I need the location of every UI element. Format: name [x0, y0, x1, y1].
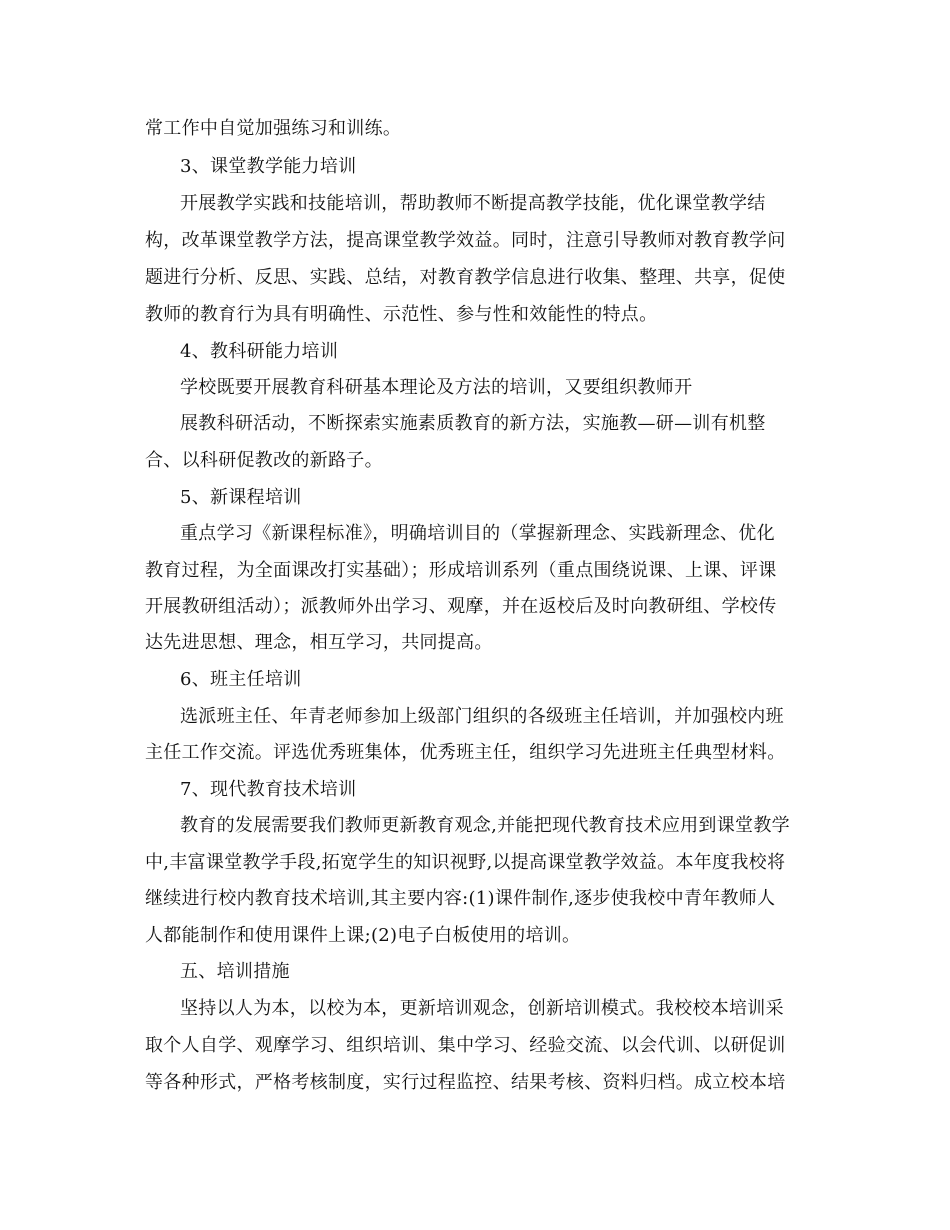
- paragraph-line: 常工作中自觉加强练习和训练。: [145, 118, 402, 139]
- paragraph-line: 重点学习《新课程标准》，明确培训目的（掌握新理念、实践新理念、优化: [180, 523, 775, 544]
- paragraph-line: 构，改革课堂教学方法，提高课堂教学效益。同时，注意引导教师对教育教学问: [145, 230, 786, 251]
- section-heading: 4、教科研能力培训: [180, 341, 339, 362]
- paragraph-line: 教育过程，为全面课改打实基础）；形成培训系列（重点围绕说课、上课、评课: [145, 560, 777, 581]
- paragraph-line: 继续进行校内教育技术培训,其主要内容:(1)课件制作,逐步使我校中青年教师人: [145, 888, 776, 909]
- paragraph-line: 人都能制作和使用课件上课;(2)电子白板使用的培训。: [145, 925, 581, 946]
- paragraph-line: 主任工作交流。评选优秀班集体，优秀班主任，组织学习先进班主任典型材料。: [145, 742, 786, 763]
- paragraph-line: 选派班主任、年青老师参加上级部门组织的各级班主任培训，并加强校内班: [180, 706, 784, 727]
- paragraph-line: 坚持以人为本，以校为本，更新培训观念，创新培训模式。我校校本培训采: [180, 998, 784, 1019]
- paragraph-line: 题进行分析、反思、实践、总结，对教育教学信息进行收集、整理、共享，促使: [145, 267, 786, 288]
- paragraph-line: 开展教研组活动）；派教师外出学习、观摩，并在返校后及时向教研组、学校传: [145, 596, 777, 617]
- paragraph-line: 教师的教育行为具有明确性、示范性、参与性和效能性的特点。: [145, 304, 658, 325]
- section-heading: 5、新课程培训: [180, 487, 302, 508]
- section-heading: 6、班主任培训: [180, 669, 302, 690]
- paragraph-line: 开展教学实践和技能培训，帮助教师不断提高教学技能，优化课堂教学结: [180, 193, 766, 214]
- paragraph-line: 中,丰富课堂教学手段,拓宽学生的知识视野,以提高课堂教学效益。本年度我校将: [145, 852, 786, 873]
- paragraph-line: 展教科研活动，不断探索实施素质教育的新方法，实施教—研—训有机整: [180, 413, 766, 434]
- paragraph-line: 达先进思想、理念，相互学习，共同提高。: [145, 632, 493, 653]
- section-heading: 五、培训措施: [180, 961, 290, 982]
- section-heading: 3、课堂教学能力培训: [180, 156, 357, 177]
- paragraph-line: 教育的发展需要我们教师更新教育观念,并能把现代教育技术应用到课堂教学: [180, 815, 790, 836]
- paragraph-line: 取个人自学、观摩学习、组织培训、集中学习、经验交流、以会代训、以研促训: [145, 1035, 786, 1056]
- paragraph-line: 合、以科研促教改的新路子。: [145, 450, 383, 471]
- paragraph-line: 学校既要开展教育科研基本理论及方法的培训，又要组织教师开: [180, 377, 693, 398]
- section-heading: 7、现代教育技术培训: [180, 779, 357, 800]
- paragraph-line: 等各种形式，严格考核制度，实行过程监控、结果考核、资料归档。成立校本培: [145, 1072, 786, 1093]
